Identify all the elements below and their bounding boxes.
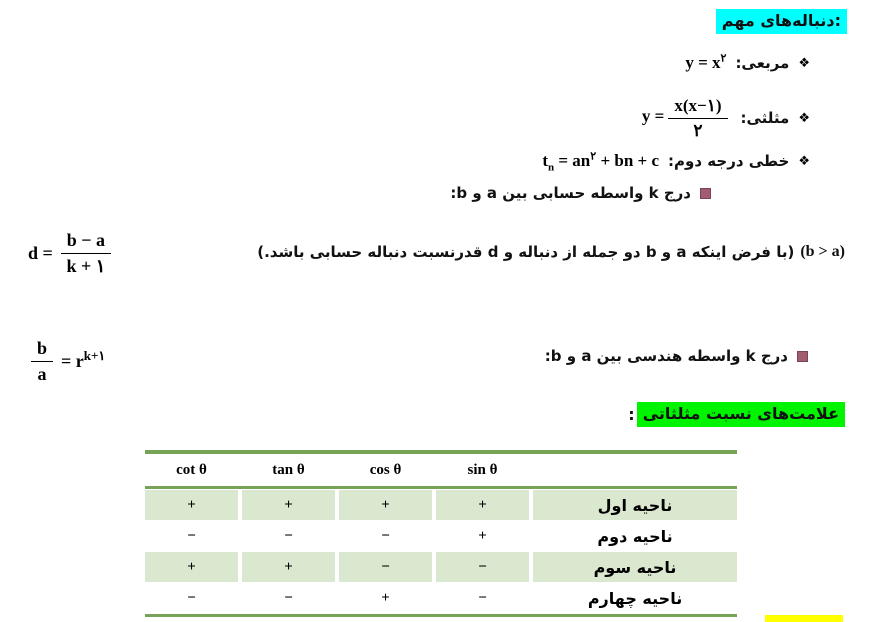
- formula-r-rhs: [61, 347, 106, 372]
- sign-tan: +: [242, 552, 335, 582]
- geom-means-text: درج k واسطه هندسی بین a و b:: [544, 347, 788, 365]
- sign-cot: +: [145, 552, 238, 582]
- table-header-row: [145, 455, 737, 485]
- square-bullet-icon: [797, 351, 808, 362]
- sign-tan: −: [284, 589, 293, 606]
- fraction-denominator: k + ۱: [66, 255, 106, 276]
- sign-sin: +: [436, 490, 529, 520]
- heading-important-sequences-wrap: [716, 9, 847, 34]
- diamond-bullet-icon: ❖: [798, 110, 810, 126]
- fraction-numerator: b − a: [61, 229, 111, 254]
- quadrant-label: ناحیه سوم: [533, 552, 737, 582]
- heading-important-sequences: دنباله‌های مهم:: [716, 9, 847, 34]
- seq-item-triangular: [642, 92, 810, 144]
- formula-triangular-lhs: y =: [641, 106, 665, 126]
- formula-square-exponent: ۲: [720, 52, 727, 65]
- formula-quadratic: [542, 150, 660, 174]
- fraction-denominator: ۲: [693, 120, 703, 140]
- heading-trig-signs-wrap: [628, 402, 845, 427]
- seq-item-square: [685, 53, 810, 73]
- sign-cot: −: [187, 589, 196, 606]
- table-header-underline: [145, 486, 737, 489]
- arith-means-text: درج k واسطه حسابی بین a و b:: [450, 184, 691, 202]
- formula-common-difference: [28, 229, 115, 277]
- fraction-numerator: b: [31, 337, 53, 362]
- sign-sin: −: [478, 589, 487, 606]
- formula-quadratic-exponent: ۲: [590, 150, 597, 163]
- quadrant-label: ناحیه چهارم: [587, 588, 683, 608]
- diamond-bullet-icon: ❖: [798, 153, 810, 169]
- header-sin: sin θ: [467, 461, 498, 478]
- formula-d-lhs: d =: [28, 242, 53, 263]
- formula-square: [685, 53, 726, 73]
- formula-r-base: = r: [61, 350, 84, 371]
- sign-sin: +: [478, 527, 487, 544]
- square-bullet-icon: [700, 188, 711, 199]
- table-row: [145, 552, 737, 582]
- formula-common-ratio: [27, 337, 105, 385]
- sign-cot: +: [145, 490, 238, 520]
- diamond-bullet-icon: ❖: [798, 55, 810, 71]
- quadrant-label: ناحیه اول: [533, 490, 737, 520]
- header-tan: tan θ: [272, 461, 305, 478]
- fraction-numerator: x(x−۱): [668, 95, 727, 118]
- formula-triangular: [642, 95, 732, 141]
- geom-means-line: [545, 347, 808, 365]
- table-row: [145, 490, 737, 520]
- formula-quadratic-mid: = an: [558, 151, 591, 170]
- formula-d-fraction: [61, 229, 111, 277]
- arith-note: [257, 243, 845, 261]
- sign-cos: +: [339, 490, 432, 520]
- sign-cos: +: [381, 589, 390, 606]
- arith-note-text: (با فرض اینکه a و b دو جمله از دنباله و d قدرنسبت دنباله حسابی باشد.): [257, 243, 795, 261]
- formula-quadratic-base: t: [542, 151, 548, 170]
- fraction-denominator: a: [37, 363, 47, 384]
- table-row: [145, 583, 737, 613]
- sign-cot: −: [187, 527, 196, 544]
- seq-square-label: مربعی:: [735, 54, 790, 72]
- heading-trig-signs: علامت‌های نسبت مثلثاتی: [637, 402, 845, 427]
- table-bottom-border: [145, 614, 737, 617]
- sign-sin: −: [436, 552, 529, 582]
- formula-quadratic-subscript: n: [548, 161, 555, 174]
- arith-note-condition: (b > a): [800, 243, 845, 260]
- sign-cos: −: [381, 527, 390, 544]
- trig-signs-table: [145, 450, 737, 617]
- heading-trig-signs-colon: :: [628, 405, 635, 424]
- formula-r-exponent: k+۱: [83, 347, 106, 363]
- formula-quadratic-tail: + bn + c: [596, 151, 660, 170]
- sign-tan: −: [284, 527, 293, 544]
- header-cos: cos θ: [369, 461, 402, 478]
- formula-square-base: y = x: [685, 53, 721, 72]
- seq-item-quadratic: [542, 150, 810, 174]
- header-empty-cell: [533, 455, 737, 485]
- table-top-border: [145, 450, 737, 454]
- table-row: [145, 521, 737, 551]
- formula-triangular-fraction: [668, 95, 727, 141]
- formula-r-fraction: [31, 337, 53, 385]
- sign-tan: +: [242, 490, 335, 520]
- seq-quadratic-label: خطی درجه دوم:: [668, 152, 790, 170]
- seq-triangular-label: مثلثی:: [740, 109, 790, 127]
- arith-means-line: [450, 184, 711, 202]
- yellow-highlight-cutoff: [765, 615, 843, 622]
- header-cot: cot θ: [176, 461, 207, 478]
- quadrant-label: ناحیه دوم: [597, 526, 673, 546]
- sign-cos: −: [339, 552, 432, 582]
